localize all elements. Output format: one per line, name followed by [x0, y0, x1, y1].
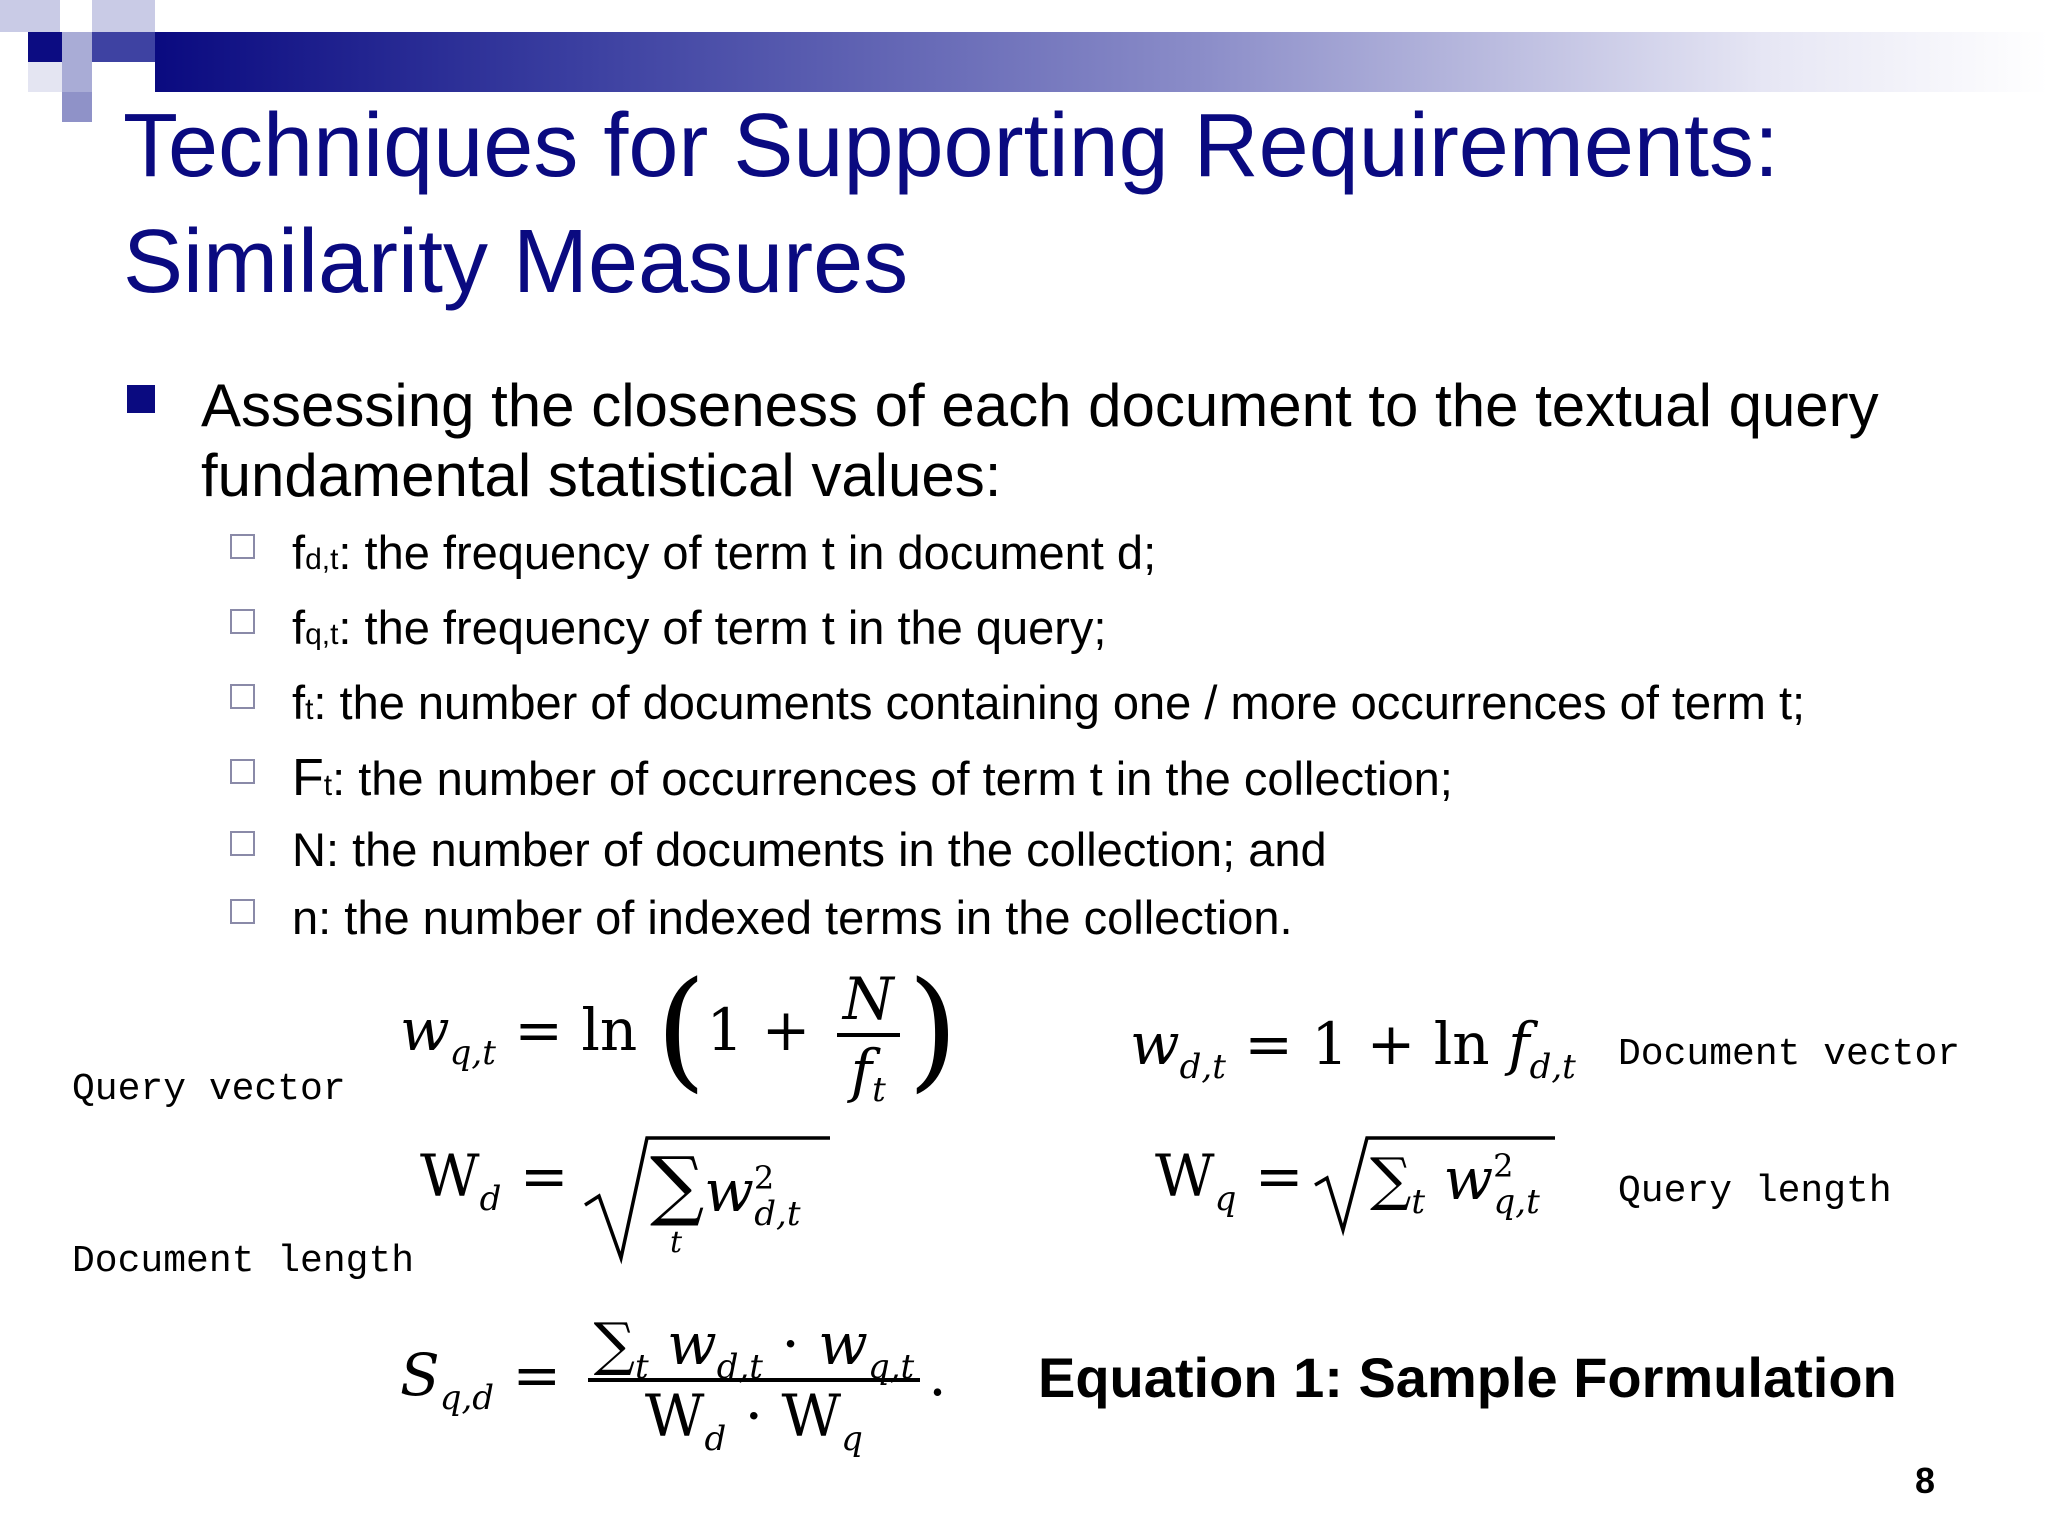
header-decor-square [62, 62, 92, 92]
slide-title-line1: Techniques for Supporting Requirements: [123, 96, 1779, 196]
label-document-length: Document length [72, 1240, 415, 1283]
symbol-subscript: q,t [305, 618, 339, 651]
header-decor-square [62, 92, 92, 122]
list-item-text: : the number of documents containing one / more occurrences of term t; [313, 676, 1806, 729]
label-query-length: Query length [1618, 1170, 1892, 1213]
header-decor-square [28, 62, 62, 92]
symbol: F [292, 749, 324, 807]
symbol: f [292, 676, 306, 729]
sum-index: t [670, 1225, 683, 1260]
list-item-text: : the number of documents in the collection; and [325, 823, 1327, 876]
checkbox-bullet-icon [230, 684, 255, 709]
formula-document-length-body: $\sum w^2_{d,t}$ [650, 1140, 801, 1234]
list-item-text: : the number of occurrences of term t in the collection; [332, 752, 1453, 805]
page-number: 8 [1915, 1460, 1936, 1501]
symbol: N [292, 823, 326, 876]
label-document-vector: Document vector [1618, 1033, 1961, 1076]
formula-query-length: $W_q$ = [1155, 1142, 1304, 1219]
label-query-vector: Query vector [72, 1068, 346, 1111]
header-gradient-bar [155, 32, 2048, 92]
slide-title [123, 88, 2023, 320]
main-bullet-line1: Assessing the closeness of each document to the textual query [201, 372, 1879, 439]
checkbox-bullet-icon [230, 899, 255, 924]
list-item-text: : the frequency of term t in document d; [338, 526, 1157, 579]
checkbox-bullet-icon [230, 831, 255, 856]
list-item-text: : the number of indexed terms in the collection. [318, 891, 1293, 944]
checkbox-bullet-icon [230, 534, 255, 559]
symbol: n [292, 891, 319, 944]
main-bullet-text [201, 371, 1879, 511]
symbol: f [292, 526, 306, 579]
header-decor-square [92, 0, 155, 32]
formula-document-length: $W_d$ = [420, 1142, 569, 1219]
symbol-subscript: t [323, 769, 333, 802]
slide-title-line2: Similarity Measures [123, 212, 909, 312]
formula-similarity: $S_{q,d}$ = $\frac{\sum_t w_{d,t} \cdot w_{q,t}}{W_d \cdot W_q}$ . [400, 1310, 947, 1459]
main-bullet-line2: fundamental statistical values: [201, 442, 1002, 509]
bullet-square-icon [127, 385, 155, 413]
formula-query-length-body: $\sum_t$ $w^2_{q,t}$ [1370, 1145, 1540, 1222]
formula-document-weight: $w_{d,t} = 1 + \ln f_{d,t}$ [1130, 1010, 1576, 1087]
symbol-subscript: d,t [305, 543, 339, 576]
header-decor-square [62, 32, 92, 62]
checkbox-bullet-icon [230, 759, 255, 784]
equation-caption: Equation 1: Sample Formulation [1038, 1346, 1897, 1409]
symbol-subscript: t [305, 693, 314, 726]
symbol: f [292, 601, 306, 654]
list-item-text: : the frequency of term t in the query; [338, 601, 1107, 654]
checkbox-bullet-icon [230, 609, 255, 634]
formula-query-weight: $w_{q,t} = \ln (1$ + $\frac{N}{ft}$ ) [400, 953, 959, 1110]
header-decor-square [28, 32, 62, 62]
header-decor-square [0, 0, 60, 32]
header-decor-square [92, 32, 155, 62]
